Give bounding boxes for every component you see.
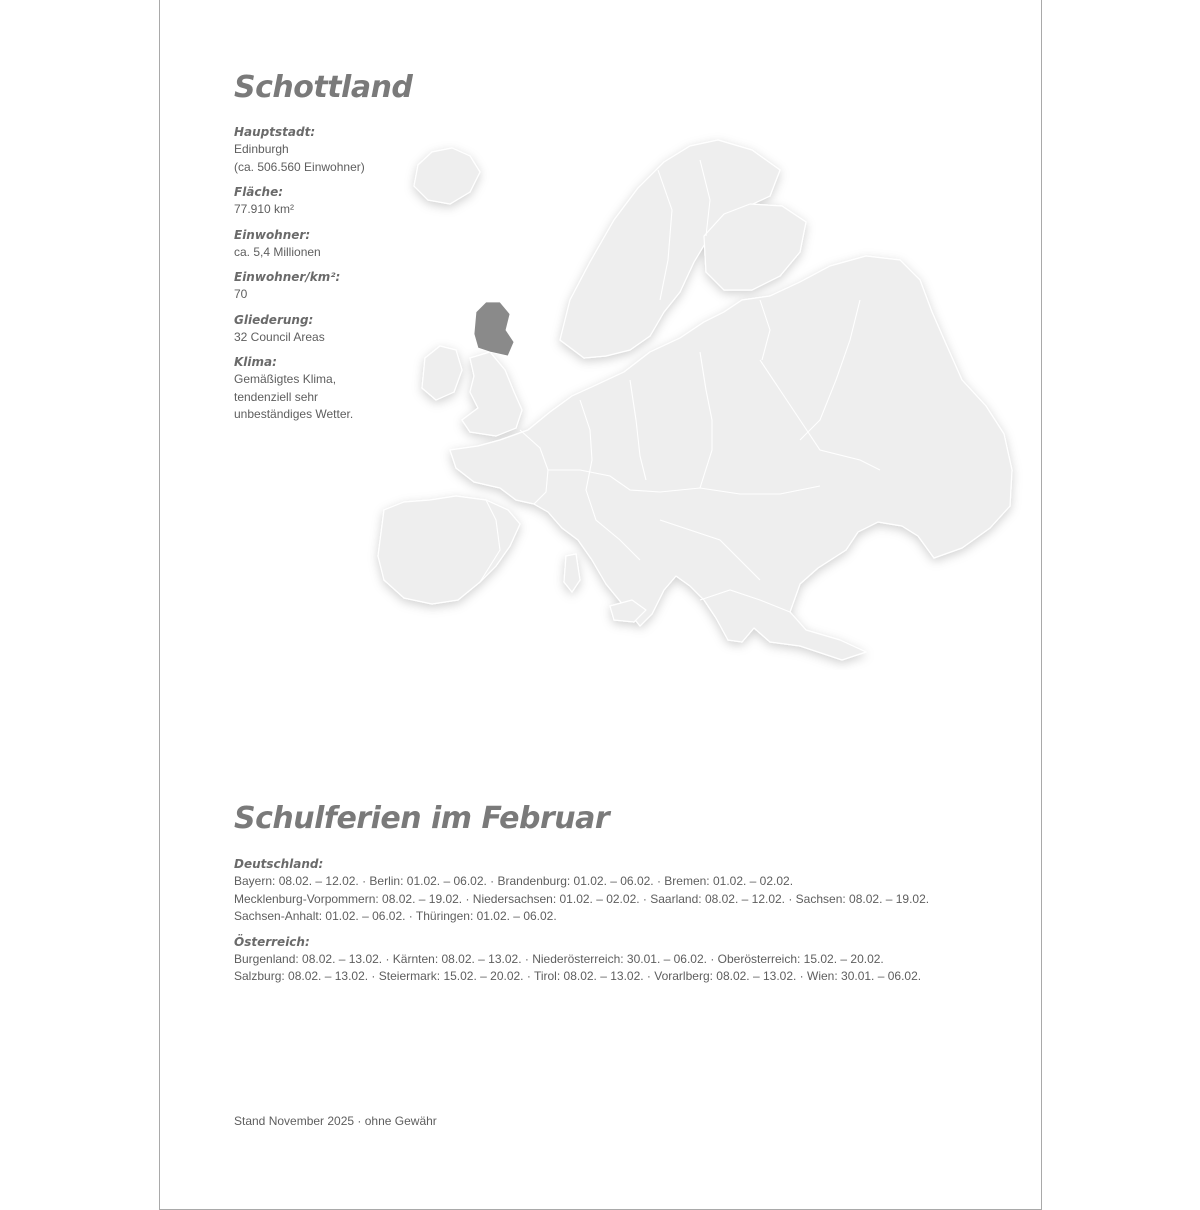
fact-label: Einwohner: xyxy=(234,227,311,242)
fact-value: tendenziell sehr xyxy=(234,389,319,404)
holidays-country-label: Österreich: xyxy=(234,934,310,949)
fact-value: unbeständiges Wetter. xyxy=(234,407,354,421)
fact-value: ca. 5,4 Millionen xyxy=(234,244,321,259)
fact-value: 77.910 km² xyxy=(234,202,295,216)
fact-label: Klima: xyxy=(234,355,277,369)
fact-label: Einwohner/km²: xyxy=(234,270,341,284)
country-title: Schottland xyxy=(234,70,413,105)
sardinia-shape xyxy=(564,554,580,592)
holidays-austria xyxy=(234,934,1024,986)
great-britain-shape xyxy=(462,352,522,436)
holidays-line: Burgenland: 08.02. – 13.02. · Kärnten: 08.02. – 13.02. · Niederösterreich: 30.01. – 06.02. · Oberösterreich: 15.02. – 20.02. xyxy=(234,951,884,966)
fact-value: Edinburgh xyxy=(234,142,289,156)
holidays-germany xyxy=(234,856,1024,926)
fact-value: 32 Council Areas xyxy=(234,329,325,344)
footer-note: Stand November 2025 · ohne Gewähr xyxy=(234,1114,437,1128)
ireland-shape xyxy=(422,346,462,400)
fact-value: 70 xyxy=(234,287,248,301)
iceland-shape xyxy=(414,148,480,204)
fact-label: Gliederung: xyxy=(234,312,314,327)
fact-value: Gemäßigtes Klima, xyxy=(234,372,337,386)
fact-label: Hauptstadt: xyxy=(234,125,316,139)
holidays-title: Schulferien im Februar xyxy=(234,801,610,836)
holidays-line: Sachsen-Anhalt: 01.02. – 06.02. · Thüringen: 01.02. – 06.02. xyxy=(234,909,557,923)
holidays-line: Bayern: 08.02. – 12.02. · Berlin: 01.02. – 06.02. · Brandenburg: 01.02. – 06.02. · Bremen: 01.02. – 02.02. xyxy=(234,874,794,888)
holidays-line: Mecklenburg-Vorpommern: 08.02. – 19.02. · Niedersachsen: 01.02. – 02.02. · Saarland: 08.02. – 12.02. · Sachsen: 08.02. – 19.02. xyxy=(234,891,930,906)
holidays-country-label: Deutschland: xyxy=(234,857,324,871)
fact-label: Fläche: xyxy=(234,185,284,199)
holidays-section xyxy=(234,856,1024,994)
iberia-shape xyxy=(378,496,520,604)
europe-map xyxy=(360,130,1040,670)
europe-landmass xyxy=(378,140,1012,660)
fact-value: (ca. 506.560 Einwohner) xyxy=(234,159,365,174)
mainland-europe-shape xyxy=(450,256,1012,660)
scotland-highlight xyxy=(474,302,514,356)
holidays-line: Salzburg: 08.02. – 13.02. · Steiermark: 15.02. – 20.02. · Tirol: 08.02. – 13.02. · Vorarlberg: 08.02. – 13.02. · Wien: 30.01. – 06.02. xyxy=(234,969,922,983)
